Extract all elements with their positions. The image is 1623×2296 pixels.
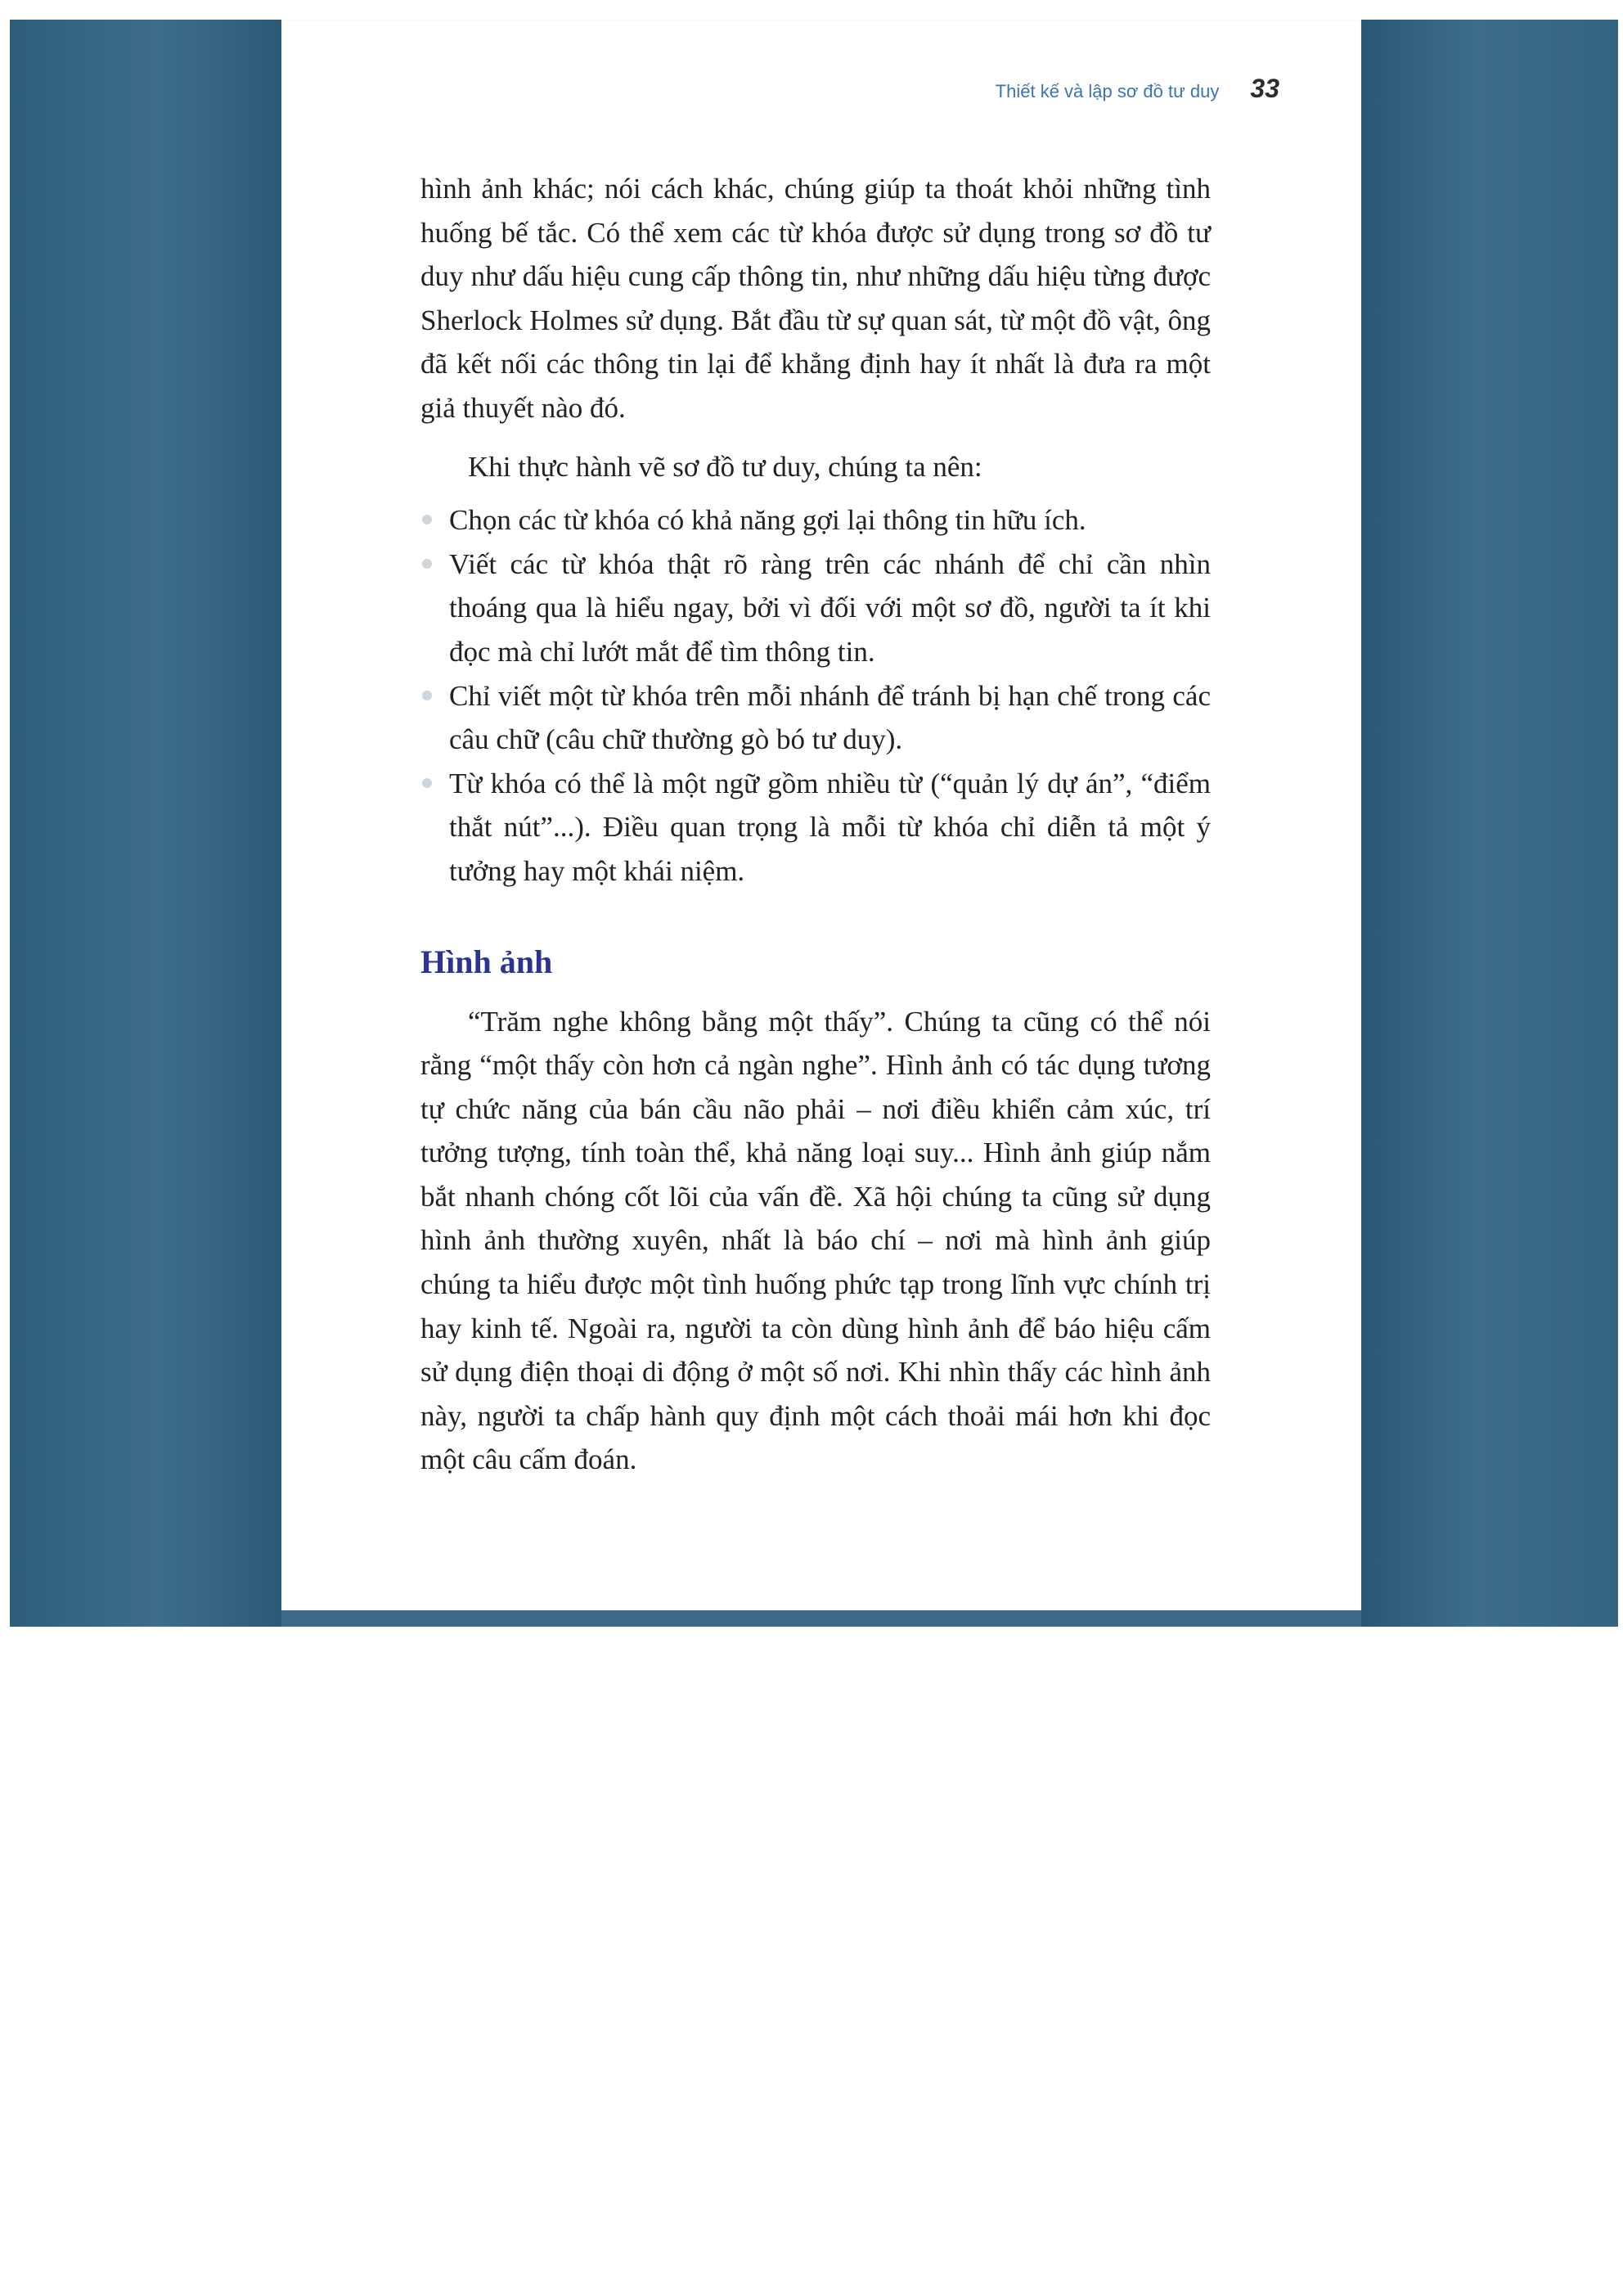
book-page	[281, 20, 1361, 1610]
bullet-dot-icon	[422, 778, 432, 788]
list-item	[420, 762, 1211, 894]
list-item	[420, 674, 1211, 762]
list-item-text: Từ khóa có thể là một ngữ gồm nhiều từ (“quản lý dự án”, “điểm thắt nút”...). Điều quan trọng là mỗi từ khóa chỉ diễn tả một ý tưởng hay một khái niệm.	[449, 767, 1211, 887]
list-item-text: Viết các từ khóa thật rõ ràng trên các nhánh để chỉ cần nhìn thoáng qua là hiểu ngay, bởi vì đối với một sơ đồ, người ta ít khi đọc mà chỉ lướt mắt để tìm thông tin.	[449, 547, 1211, 668]
list-item	[420, 498, 1211, 542]
page-number: 33	[1250, 74, 1279, 103]
bullet-dot-icon	[422, 691, 432, 700]
section-heading: Hình ảnh	[420, 943, 553, 980]
left-cover-edge	[10, 20, 281, 1627]
bullet-list	[420, 498, 1211, 893]
page-content	[420, 167, 1211, 1482]
paragraph-1: hình ảnh khác; nói cách khác, chúng giúp ta thoát khỏi những tình huống bế tắc. Có thể xem các từ khóa được sử dụng trong sơ đồ tư duy như dấu hiệu cung cấp thông tin, như những dấu hiệu từng được Sherlock Holmes sử dụng. Bắt đầu từ sự quan sát, từ một đồ vật, ông đã kết nối các thông tin lại để khẳng định hay ít nhất là đưa ra một giả thuyết nào đó.	[420, 173, 1211, 424]
bullet-dot-icon	[422, 515, 432, 524]
bullet-dot-icon	[422, 559, 432, 569]
right-cover-edge	[1361, 20, 1618, 1627]
page-header	[996, 74, 1279, 104]
list-item	[420, 542, 1211, 674]
list-item-text: Chọn các từ khóa có khả năng gợi lại thông tin hữu ích.	[449, 504, 1086, 537]
running-title: Thiết kế và lập sơ đồ tư duy	[995, 81, 1220, 101]
paragraph-3: “Trăm nghe không bằng một thấy”. Chúng ta cũng có thể nói rằng “một thấy còn hơn cả ngàn nghe”. Hình ảnh có tác dụng tương tự chức năng của bán cầu não phải – nơi điều khiển cảm xúc, trí tưởng tượng, tính toàn thể, khả năng loại suy... Hình ảnh giúp nắm bắt nhanh chóng cốt lõi của vấn đề. Xã hội chúng ta cũng sử dụng hình ảnh thường xuyên, nhất là báo chí – nơi mà hình ảnh giúp chúng ta hiểu được một tình huống phức tạp trong lĩnh vực chính trị hay kinh tế. Ngoài ra, người ta còn dùng hình ảnh để báo hiệu cấm sử dụng điện thoại di động ở một số nơi. Khi nhìn thấy các hình ảnh này, người ta chấp hành quy định một cách thoải mái hơn khi đọc một câu cấm đoán.	[420, 1005, 1211, 1476]
paragraph-2: Khi thực hành vẽ sơ đồ tư duy, chúng ta nên:	[468, 450, 982, 483]
scanned-spread	[10, 20, 1618, 1627]
list-item-text: Chỉ viết một từ khóa trên mỗi nhánh để tránh bị hạn chế trong các câu chữ (câu chữ thường gò bó tư duy).	[449, 679, 1211, 756]
